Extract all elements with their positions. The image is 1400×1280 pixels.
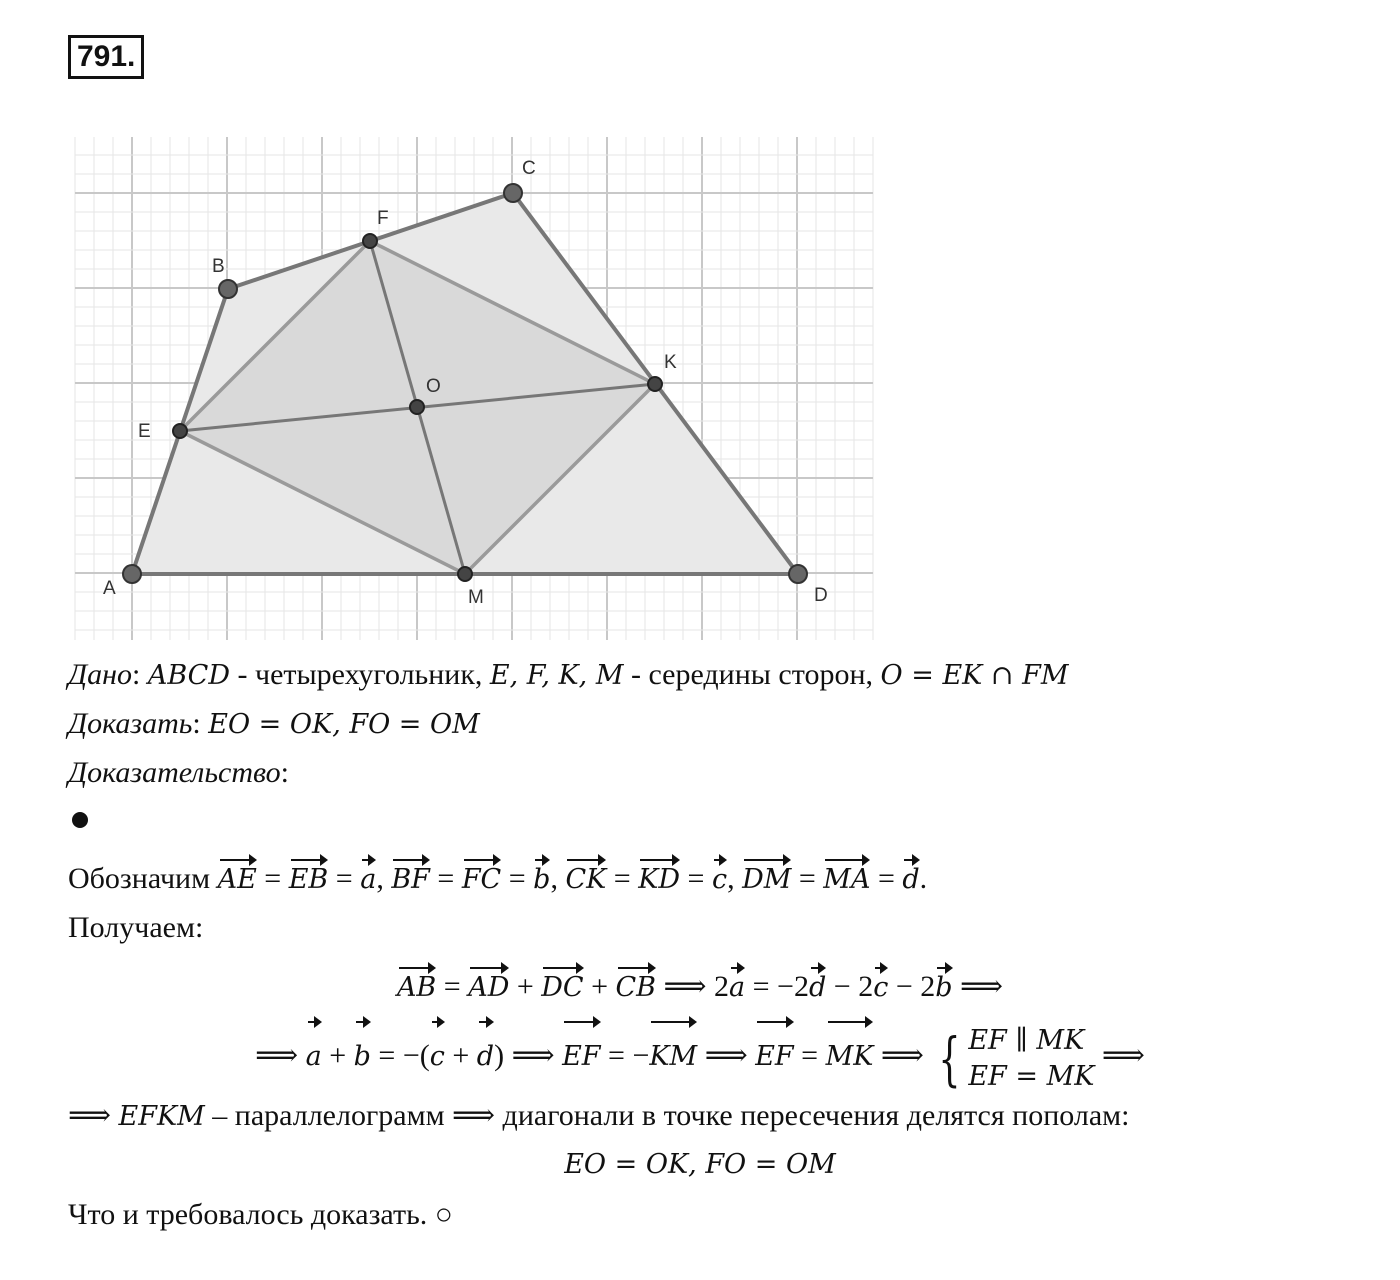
label-o: O — [426, 376, 441, 397]
vec-kd: KD — [638, 856, 680, 900]
label-k: K — [664, 352, 677, 373]
given-label: Дано — [68, 658, 132, 691]
proof-heading: Доказательство: — [68, 756, 289, 789]
given-line: Дано: ABCD - четырехугольник, E, F, K, M - середины сторон, O = EK ∩ FM — [68, 658, 1069, 691]
given-quad: ABCD — [147, 660, 230, 691]
point-b — [219, 280, 237, 298]
final-equation: EO = OK, FO = OM — [564, 1149, 836, 1180]
point-f — [363, 234, 377, 248]
point-c — [504, 184, 522, 202]
point-k — [648, 377, 662, 391]
label-c: C — [522, 158, 536, 179]
problem-number: 791. — [68, 35, 144, 79]
vec-ma: MA — [823, 856, 870, 900]
vec-b: b — [533, 856, 550, 900]
vec-a: a — [360, 856, 376, 900]
vec-dm: DM — [742, 856, 791, 900]
point-m — [458, 567, 472, 581]
label-m: M — [468, 587, 484, 608]
vec-eb: EB — [289, 856, 329, 900]
label-e: E — [138, 421, 151, 442]
vec-bf: BF — [391, 856, 430, 900]
bullet-icon — [72, 812, 88, 828]
vec-c: c — [712, 856, 727, 900]
label-d: D — [814, 585, 828, 606]
vec-ck: CK — [565, 856, 606, 900]
point-d — [789, 565, 807, 583]
prove-label: Доказать — [68, 707, 193, 740]
obtain-line: Получаем: — [68, 911, 204, 944]
given-intersection: O = EK ∩ FM — [880, 660, 1069, 691]
geometry-figure — [0, 0, 900, 660]
prove-line: Доказать: EO = OK, FO = OM — [68, 707, 480, 740]
qed-line: Что и требовалось доказать. ○ — [68, 1198, 453, 1231]
system-of-equations: { EF ∥ MK EF = MK — [938, 1024, 1095, 1093]
prove-statement: EO = OK, FO = OM — [208, 709, 480, 740]
equation-1: AB = AD + DC + CB ⟹ 2a = −2d − 2c − 2b ⟹ — [0, 964, 1400, 1008]
label-f: F — [377, 208, 389, 229]
vec-d: d — [902, 856, 919, 900]
proof-label: Доказательство — [68, 756, 281, 789]
point-e — [173, 424, 187, 438]
conclusion-line: ⟹ EFKM – параллелограмм ⟹ диагонали в точке пересечения делятся пополам: — [68, 1099, 1130, 1132]
vec-fc: FC — [462, 856, 501, 900]
point-o — [410, 400, 424, 414]
given-mids: E, F, K, M — [489, 660, 624, 691]
point-a — [123, 565, 141, 583]
notation-line: Обозначим AE = EB = a, BF = FC = b, CK = KD = c, DM = MA = d. — [68, 856, 927, 900]
label-b: B — [212, 256, 225, 277]
label-a: A — [103, 578, 116, 599]
vec-ae: AE — [218, 856, 257, 900]
equation-2: ⟹ a + b = −(c + d) ⟹ EF = −KM ⟹ EF = MK ⟹ { EF ∥ MK EF = MK ⟹ — [0, 1018, 1400, 1088]
